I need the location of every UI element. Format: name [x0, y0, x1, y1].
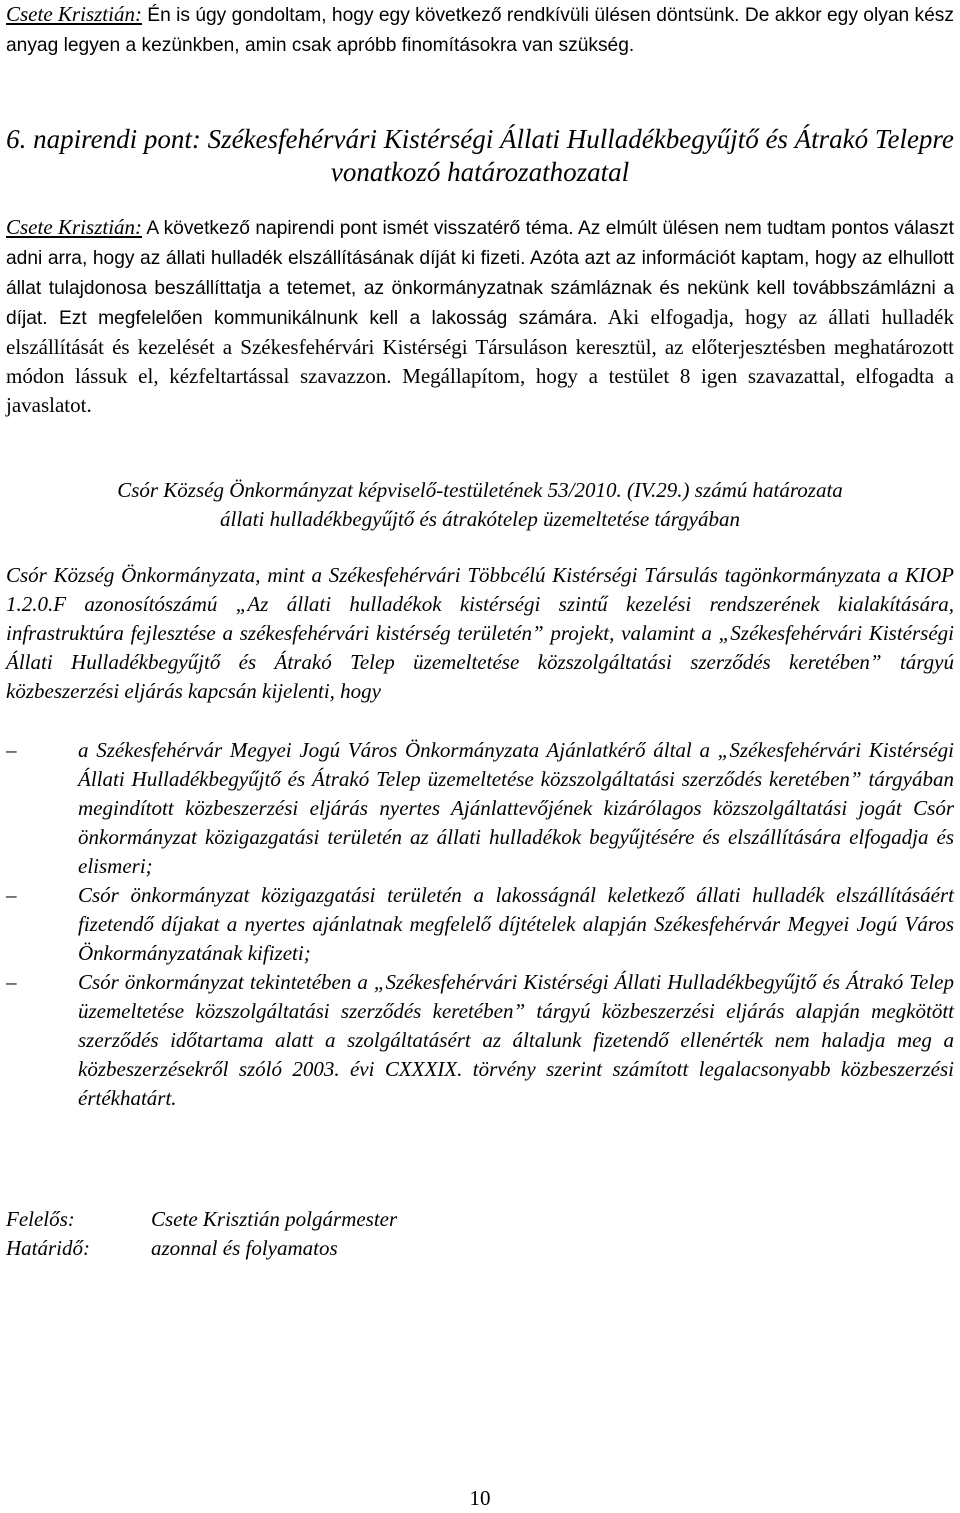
- deadline-label: Határidő:: [6, 1236, 90, 1260]
- responsible-row: [6, 1205, 954, 1234]
- discussion-text: A következő napirendi pont ismét visszatérő téma. Az elmúlt ülésen nem tudtam pontos választ adni arra, hogy az állati hulladék elszállításának díját ki fizeti. Azóta azt az információt kaptam, hogy az elhullott állat tulajdonosa beszállíttatja a tetemet, az önkormányzatnak számláznak és nekünk kell továbbszámlázni a díjat. Ezt megfelelően kommunikálnunk kell a lakosság számára.: [6, 218, 954, 329]
- list-item: [6, 968, 954, 1113]
- intro-paragraph: [6, 0, 954, 60]
- discussion-text-serif: Aki elfogadja, hogy az állati hulladék elszállítását és kezelését a Székesfehérvári Kistérségi Társuláson keresztül, az előterjesztésben meghatározott módon lássuk el, kézfeltartással szavazzon. Megállapítom, hogy a testület 8 igen szavazattal, elfogadta a javaslatot.: [6, 305, 954, 417]
- list-item-text: Csór önkormányzat közigazgatási területén a lakosságnál keletkező állati hulladék elszállításáért fizetendő díjakat a nyertes ajánlatnak megfelelő díjtételek alapján Székesfehérvár Megyei Jogú Város Önkormányzatának kifizeti;: [78, 883, 954, 965]
- discussion-paragraph: [6, 213, 954, 420]
- dash-bullet: –: [6, 738, 17, 762]
- responsible-label: Felelős:: [6, 1207, 75, 1231]
- dash-bullet: –: [6, 970, 17, 994]
- list-item-text: a Székesfehérvár Megyei Jogú Város Önkormányzata Ajánlatkérő által a „Székesfehérvári Kistérségi Állati Hulladékbegyűjtő és Átrakó Telep üzemeltetése közszolgáltatási szerződés keretében” tárgyában megindított közbeszerzési eljárás nyertes Ajánlattevőjének kizárólagos közszolgáltatási jogát Csór önkormányzat közigazgatási területén az állati hulladékok begyűjtésére és elszállítására elfogadja és elismeri;: [78, 738, 954, 878]
- deadline-row: [6, 1234, 954, 1263]
- page-number: 10: [469, 1486, 491, 1510]
- list-item-text: Csór önkormányzat tekintetében a „Székesfehérvári Kistérségi Állati Hulladékbegyűjtő és Átrakó Telep üzemeltetése közszolgáltatási szerződés keretében” tárgyú közbeszerzési eljárás alapján megkötött szerződés időtartama alatt a szolgáltatásért az általunk fizetendő ellenérték nem haladja meg a közbeszerzésekről szóló 2003. évi CXXXIX. törvény szerint számított legalacsonyabb közbeszerzési értékhatárt.: [78, 970, 954, 1110]
- agenda-heading: 6. napirendi pont: Székesfehérvári Kistérségi Állati Hulladékbegyűjtő és Átrakó Telepre vonatkozó határozathozatal: [6, 124, 954, 187]
- speaker-name: Csete Krisztián:: [6, 2, 142, 26]
- resolution-body: Csór Község Önkormányzata, mint a Székesfehérvári Többcélú Kistérségi Társulás tagönkormányzata a KIOP 1.2.0.F azonosítószámú „Az állati hulladékok kistérségi szintű kezelési rendszerének kialakítására, infrastruktúra fejlesztése a székesfehérvári kistérség területén” projekt, valamint a „Székesfehérvári Kistérségi Állati Hulladékbegyűjtő és Átrakó Telep üzemeltetése közszolgáltatási szerződés keretében” tárgyú közbeszerzési eljárás kapcsán kijelenti, hogy: [6, 563, 954, 703]
- responsible-value: Csete Krisztián polgármester: [151, 1207, 398, 1231]
- deadline-value: azonnal és folyamatos: [151, 1236, 338, 1260]
- resolution-title: [6, 476, 954, 534]
- signature-block: [6, 1205, 954, 1263]
- speaker-name: Csete Krisztián:: [6, 215, 143, 239]
- list-item: [6, 736, 954, 881]
- resolution-title-line2: állati hulladékbegyűjtő és átrakótelep üzemeltetése tárgyában: [219, 507, 740, 531]
- list-item: [6, 881, 954, 968]
- resolution-list: [6, 736, 954, 1113]
- intro-text: Én is úgy gondoltam, hogy egy következő rendkívüli ülésen döntsünk. De akkor egy olyan kész anyag legyen a kezünkben, amin csak apróbb finomításokra van szükség.: [6, 5, 954, 56]
- dash-bullet: –: [6, 883, 17, 907]
- resolution-title-line1: Csór Község Önkormányzat képviselő-testületének 53/2010. (IV.29.) számú határozata: [117, 478, 843, 502]
